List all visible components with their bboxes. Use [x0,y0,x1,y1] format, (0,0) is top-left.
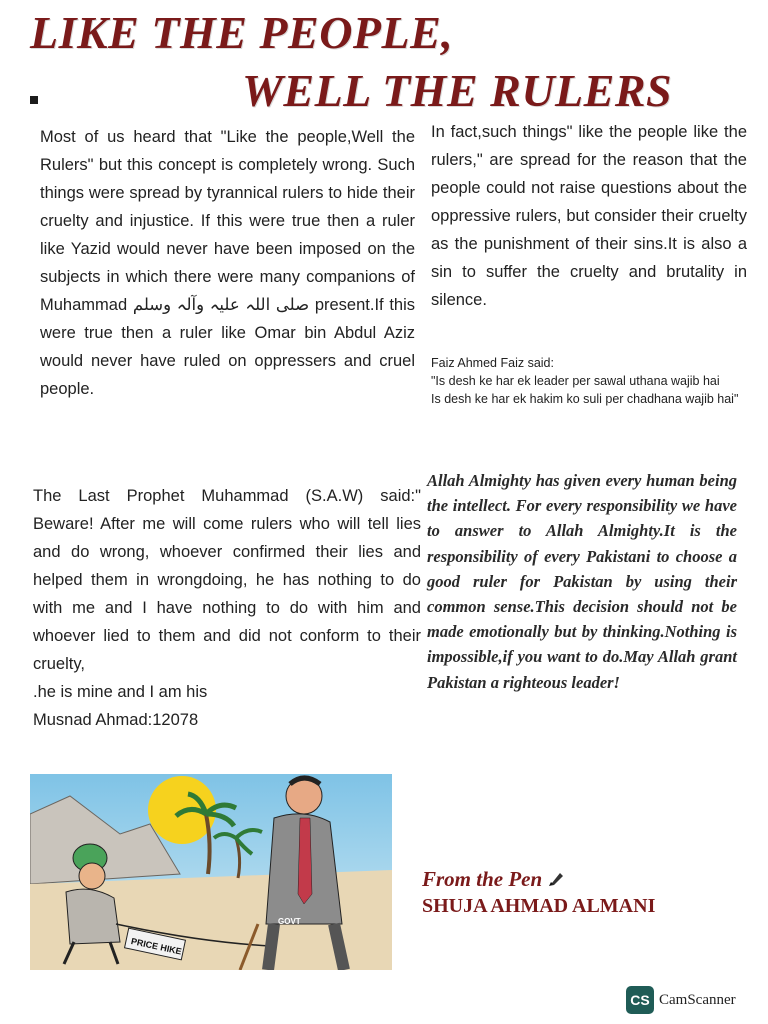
left-paragraph-2 [33,482,421,734]
headline-line-1: LIKE THE PEOPLE, [30,7,454,58]
faiz-quote-line-1: "Is desh ke har ek leader per sawal uthana wajib hai [431,374,720,388]
political-cartoon [30,774,392,970]
author-name: SHUJA AHMAD ALMANI [422,895,656,917]
right-italic-paragraph: Allah Almighty has given every human being the intellect. For every responsibility we have to answer to Allah Almighty.It is the responsibility of every Pakistani to choose a good ruler for Pakistan by using their common sense.This decision should not be made emotionally but by thinking.Nothing is impossible,if you want to do.May Allah grant Pakistan a righteous leader! [427,471,737,692]
right-paragraph-1: In fact,such things" like the people like the rulers," are spread for the reason that the people could not raise questions about the oppressive rulers, but consider their cruelty as the punishment of their sins.It is also a sin to suffer the cruelty and brutality in silence. [431,123,747,309]
faiz-quote [431,354,747,408]
faiz-quote-line-2: Is desh ke har ek hakim ko suli per chadhana wajib hai" [431,392,739,406]
headline-line-2: WELL THE RULERS [242,65,673,116]
camscanner-logo: CS [626,986,654,1014]
hadith-ending: .he is mine and I am his [33,683,208,701]
govt-label: GOVT [278,917,301,926]
camscanner-watermark [626,986,736,1014]
faiz-intro: Faiz Ahmed Faiz said: [431,356,554,370]
signature-block [422,866,655,920]
pen-icon [546,869,566,889]
bullet-dot [30,96,38,104]
from-the-pen: From the Pen [422,867,543,891]
hadith-citation: Musnad Ahmad:12078 [33,711,199,729]
hadith-text: The Last Prophet Muhammad (S.A.W) said:" Beware! After me will come rulers who will tell lies and do wrong, whoever confirmed their lies and helped them in wrongdoing, he has nothing to do with me and I have nothing to do with him and whoever lied to them and did not conform to their cruelty, [33,487,421,673]
left-paragraph-1: Most of us heard that "Like the people,Well the Rulers" but this concept is completely wrong. Such things were spread by tyrannical rulers to hide their cruelty and injustice. If this were true then a ruler like Yazid would never have been imposed on the subjects in which there were many companions of Muhammad صلی اللہ علیہ وآلہ وسلم present.If this were true then a ruler like Omar bin Abdul Aziz would never have ruled on oppressers and cruel people. [40,128,416,398]
camscanner-text: CamScanner [659,991,736,1008]
price-hike-label: PRICE HIKE [130,936,183,957]
